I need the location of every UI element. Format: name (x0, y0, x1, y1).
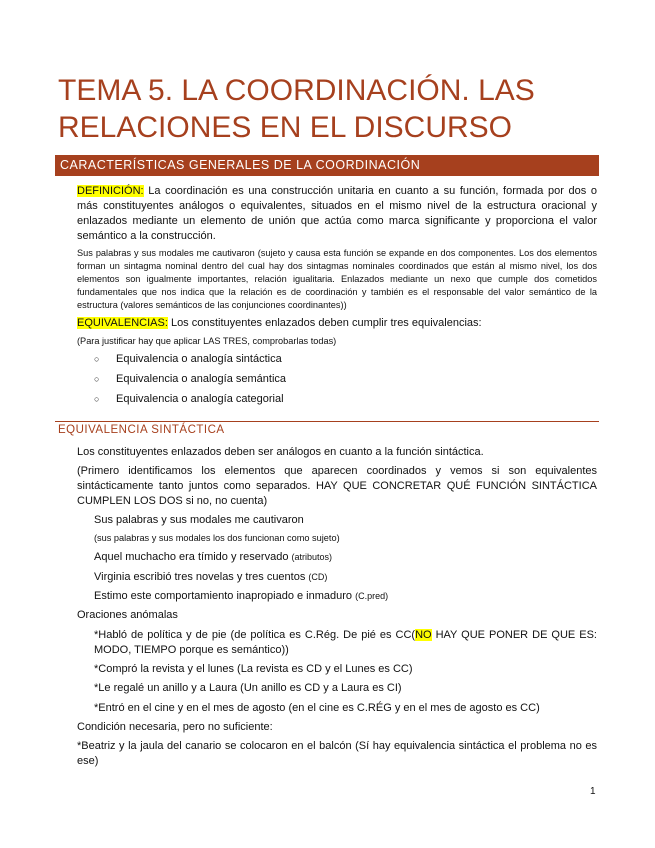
example-line (94, 570, 594, 585)
definition-text: La coordinación es una construcción unitaria en cuanto a su función, formada por dos o más constituyentes análogos o equivalentes, situados en el mismo nivel de la estructura oracional y enlazados mediante un elemento de unión que actúa como marca significante y proporciona el valor semántico a la construcción. (77, 185, 597, 242)
paragraph: *Beatriz y la jaula del canario se colocaron en el balcón (Sí hay equivalencia sintáctica el problema no es ese) (77, 740, 597, 767)
example-text: Aquel muchacho era tímido y reservado (94, 551, 292, 563)
example-tag: (CD) (308, 572, 328, 582)
subheading: Condición necesaria, pero no suficiente: (77, 721, 273, 733)
list-item-label: Equivalencia o analogía sintáctica (116, 353, 282, 365)
section-banner: CARACTERÍSTICAS GENERALES DE LA COORDINACIÓN (55, 155, 599, 176)
section-divider (55, 421, 599, 422)
example-line (94, 550, 594, 565)
bullet-circle-icon: ○ (94, 374, 100, 384)
page-title: TEMA 5. LA COORDINACIÓN. LAS RELACIONES EN EL DISCURSO (58, 74, 535, 144)
paragraph: (Primero identificamos los elementos que aparecen coordinados y vemos si son equivalentes sintácticamente tanto juntos como separados. HAY QUE CONCRETAR QUÉ FUNCIÓN SINTÁCTICA CUMPLEN LOS DOS si no, no cuenta) (77, 465, 597, 507)
definition-paragraph (77, 184, 597, 244)
section-heading: EQUIVALENCIA SINTÁCTICA (58, 424, 225, 436)
definition-label: DEFINICIÓN: (77, 185, 144, 197)
example-note: (sus palabras y sus modales los dos funcionan como sujeto) (94, 533, 340, 543)
example-paragraph: Sus palabras y sus modales me cautivaron (sujeto y causa esta función se expande en dos componentes. Los dos elementos forman un sintagma nominal dentro del cual hay dos sintagmas nominales coordinados que están al mismo nivel, los dos elementos son igualmente importantes, relación igualitaria. Enlazados mediante un nexo que cumple dos cometidos fundamentales que nos indica que la relación es de coordinación y también es el responsable del valor semántico de la estructura (valores semánticos de las conjunciones coordinantes)) (77, 248, 597, 310)
example-line (94, 589, 594, 604)
subheading: Oraciones anómalas (77, 609, 178, 621)
paragraph: Los constituyentes enlazados deben ser análogos en cuanto a la función sintáctica. (77, 446, 484, 458)
example-line: Sus palabras y sus modales me cautivaron (94, 514, 304, 526)
example-text: HAY QUE PONER DE QUE ES: MODO, TIEMPO porque es semántico)) (94, 629, 597, 656)
equivalencias-text: Los constituyentes enlazados deben cumplir tres equivalencias: (167, 317, 482, 329)
example-text: Estimo este comportamiento inapropiado e inmaduro (94, 590, 356, 602)
list-item (94, 392, 284, 407)
page-number: 1 (590, 786, 596, 797)
anomalous-example: *Le regalé un anillo y a Laura (Un anillo es CD y a Laura es CI) (94, 682, 402, 694)
equivalencias-label: EQUIVALENCIAS: (77, 317, 168, 329)
bullet-circle-icon: ○ (94, 394, 100, 404)
list-item-label: Equivalencia o analogía categorial (116, 393, 284, 405)
example-tag: (C.pred) (355, 591, 389, 601)
equivalencias-paragraph (77, 316, 597, 331)
anomalous-example (94, 628, 597, 658)
list-item (94, 352, 282, 367)
bullet-circle-icon: ○ (94, 354, 100, 364)
anomalous-example: *Compró la revista y el lunes (La revista es CD y el Lunes es CC) (94, 663, 413, 675)
example-tag: (atributos) (291, 552, 333, 562)
highlighted-text: NO (415, 629, 432, 641)
anomalous-example: *Entró en el cine y en el mes de agosto (en el cine es C.RÉG y en el mes de agosto es CC) (94, 702, 540, 714)
list-item (94, 372, 286, 387)
equivalencias-note: (Para justificar hay que aplicar LAS TRES, comprobarlas todas) (77, 336, 337, 346)
example-text: *Habló de política y de pie (de política es C.Rég. De pié es CC( (94, 629, 416, 641)
list-item-label: Equivalencia o analogía semántica (116, 373, 287, 385)
example-text: Virginia escribió tres novelas y tres cuentos (94, 571, 309, 583)
